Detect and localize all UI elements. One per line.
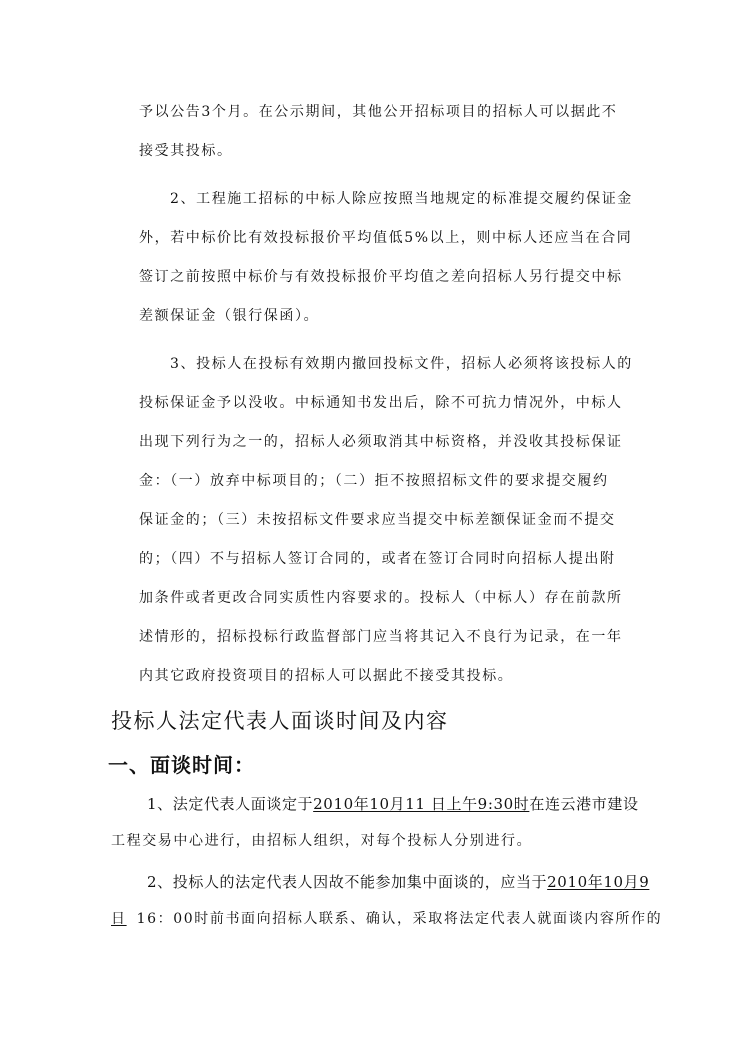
para2-line-2: 外，若中标价比有效投标报价平均值低5%以上，则中标人还应当在合同: [139, 230, 633, 246]
para1-line-2: 接受其投标。: [139, 143, 233, 159]
para3-line-4: 金：（一）放弃中标项目的；（二）拒不按照招标文件的要求提交履约: [139, 473, 609, 489]
para2-line-4: 差额保证金（银行保函）。: [139, 308, 320, 324]
para3-line-8: 述情形的，招标投标行政监督部门应当将其记入不良行为记录，在一年: [139, 629, 623, 645]
item2-prefix: 2、投标人的法定代表人因故不能参加集中面谈的，应当于: [147, 873, 548, 891]
item2-line-2: [111, 908, 662, 928]
heading-main: 投标人法定代表人面谈时间及内容: [111, 709, 449, 733]
item1-prefix: 1、法定代表人面谈定于: [147, 795, 314, 813]
para3-line-5: 保证金的；（三）未按招标文件要求应当提交中标差额保证金而不提交: [139, 512, 616, 528]
para2-line-3: 签订之前按照中标价与有效投标报价平均值之差向招标人另行提交中标: [139, 269, 623, 285]
para1-line-1: 予以公告3个月。在公示期间，其他公开招标项目的招标人可以据此不: [139, 104, 618, 120]
item2-line2-text: 16：00时前书面向招标人联系、确认，采取将法定代表人就面谈内容所作的: [136, 911, 663, 927]
item1-suffix: 在连云港市建设: [529, 795, 639, 813]
item1-line-2: 工程交易中心进行，由招标人组织，对每个投标人分别进行。: [111, 833, 533, 849]
para3-line-2: 投标保证金予以没收。中标通知书发出后，除不可抗力情况外，中标人: [139, 395, 623, 411]
para3-line-7: 加条件或者更改合同实质性内容要求的。投标人（中标人）存在前款所: [139, 590, 623, 606]
para3-line-3: 出现下列行为之一的，招标人必须取消其中标资格，并没收其投标保证: [139, 434, 623, 450]
para2-line-1: 2、工程施工招标的中标人除应按照当地规定的标准提交履约保证金: [170, 191, 633, 207]
item1-line-1: [147, 793, 639, 814]
heading-sub: 一、面谈时间：: [108, 753, 255, 777]
para3-line-9: 内其它政府投资项目的招标人可以据此不接受其投标。: [139, 668, 514, 684]
para3-line-1: 3、投标人在投标有效期内撤回投标文件，招标人必须将该投标人的: [170, 356, 633, 372]
item2-date-day: 日: [111, 911, 127, 927]
item1-date: 2010年10月11 日上午9:30时: [313, 795, 530, 813]
item2-date: 2010年10月9: [547, 873, 650, 891]
para3-line-6: 的；（四）不与招标人签订合同的，或者在签订合同时向招标人提出附: [139, 551, 616, 567]
item2-line-1: [147, 871, 649, 892]
